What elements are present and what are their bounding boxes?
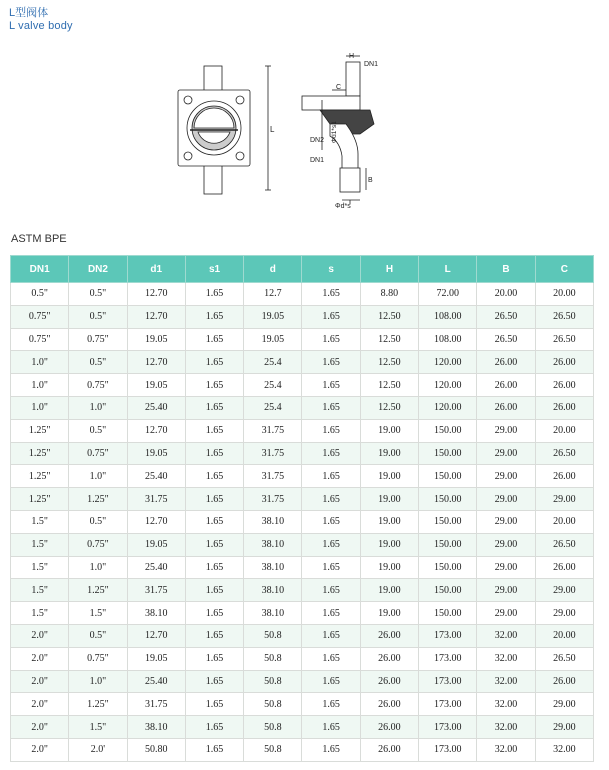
table-cell-d1: 19.05 [127, 647, 185, 670]
table-row [11, 670, 594, 693]
table-cell-l: 150.00 [419, 579, 477, 602]
table-row [11, 328, 594, 351]
table-cell-h: 26.00 [360, 670, 418, 693]
table-cell-l: 108.00 [419, 305, 477, 328]
table-cell-s1: 1.65 [185, 351, 243, 374]
table-cell-l: 150.00 [419, 556, 477, 579]
table-cell-s: 1.65 [302, 738, 360, 761]
table-cell-d1: 31.75 [127, 488, 185, 511]
table-cell-c: 20.00 [535, 283, 593, 306]
table-cell-dn1: 2.0" [11, 716, 69, 739]
table-cell-h: 26.00 [360, 716, 418, 739]
table-cell-c: 26.00 [535, 556, 593, 579]
table-cell-d: 50.8 [244, 716, 302, 739]
table-cell-c: 26.50 [535, 305, 593, 328]
table-cell-dn1: 1.0" [11, 351, 69, 374]
table-cell-l: 173.00 [419, 670, 477, 693]
table-row [11, 602, 594, 625]
table-cell-s1: 1.65 [185, 738, 243, 761]
column-header-l: L [419, 256, 477, 283]
table-cell-c: 26.00 [535, 465, 593, 488]
table-cell-s1: 1.65 [185, 374, 243, 397]
spec-table [10, 255, 594, 762]
table-cell-dn2: 0.5" [69, 419, 127, 442]
table-cell-b: 32.00 [477, 693, 535, 716]
table-cell-d1: 12.70 [127, 419, 185, 442]
table-cell-s1: 1.65 [185, 670, 243, 693]
table-cell-d1: 50.80 [127, 738, 185, 761]
column-header-d: d [244, 256, 302, 283]
table-cell-d: 38.10 [244, 533, 302, 556]
table-cell-l: 173.00 [419, 647, 477, 670]
table-cell-c: 26.50 [535, 328, 593, 351]
table-cell-dn2: 1.5" [69, 716, 127, 739]
table-cell-dn1: 1.0" [11, 396, 69, 419]
table-cell-l: 150.00 [419, 533, 477, 556]
table-cell-b: 26.00 [477, 374, 535, 397]
table-cell-c: 29.00 [535, 693, 593, 716]
table-row [11, 374, 594, 397]
table-cell-b: 29.00 [477, 602, 535, 625]
table-cell-h: 12.50 [360, 374, 418, 397]
table-cell-c: 29.00 [535, 602, 593, 625]
table-cell-h: 19.00 [360, 442, 418, 465]
table-row [11, 624, 594, 647]
table-cell-l: 120.00 [419, 351, 477, 374]
table-cell-s: 1.65 [302, 283, 360, 306]
table-cell-c: 26.50 [535, 442, 593, 465]
table-cell-s: 1.65 [302, 465, 360, 488]
label-l: L [270, 125, 275, 134]
table-cell-dn1: 0.75" [11, 305, 69, 328]
label-d-s: Φd*s [335, 203, 351, 210]
table-cell-b: 32.00 [477, 738, 535, 761]
table-cell-s1: 1.65 [185, 579, 243, 602]
table-cell-dn2: 1.0" [69, 670, 127, 693]
label-dn1-top: DN1 [364, 61, 379, 68]
title-chinese: L型阀体 [9, 7, 49, 19]
table-cell-d: 38.10 [244, 602, 302, 625]
spec-table-body [11, 283, 594, 762]
table-cell-s: 1.65 [302, 374, 360, 397]
standard-label: ASTM BPE [11, 233, 67, 245]
table-cell-dn1: 1.5" [11, 556, 69, 579]
table-cell-d: 12.7 [244, 283, 302, 306]
table-cell-dn2: 2.0' [69, 738, 127, 761]
table-cell-s1: 1.65 [185, 693, 243, 716]
table-cell-l: 108.00 [419, 328, 477, 351]
table-cell-s: 1.65 [302, 510, 360, 533]
table-cell-d: 50.8 [244, 693, 302, 716]
table-cell-h: 19.00 [360, 533, 418, 556]
table-cell-c: 26.50 [535, 647, 593, 670]
table-cell-h: 12.50 [360, 396, 418, 419]
table-cell-s: 1.65 [302, 305, 360, 328]
table-cell-c: 26.00 [535, 351, 593, 374]
table-cell-l: 150.00 [419, 602, 477, 625]
table-row [11, 283, 594, 306]
table-cell-d: 25.4 [244, 396, 302, 419]
table-cell-s: 1.65 [302, 556, 360, 579]
table-row [11, 738, 594, 761]
table-cell-d: 50.8 [244, 670, 302, 693]
table-cell-d1: 19.05 [127, 442, 185, 465]
table-cell-h: 8.80 [360, 283, 418, 306]
table-cell-b: 26.00 [477, 351, 535, 374]
table-cell-b: 29.00 [477, 442, 535, 465]
table-row [11, 647, 594, 670]
table-cell-d: 19.05 [244, 305, 302, 328]
table-cell-dn2: 1.0" [69, 396, 127, 419]
table-cell-dn1: 2.0" [11, 647, 69, 670]
table-cell-l: 173.00 [419, 624, 477, 647]
label-d1-s1: Φd1*s1 [331, 121, 338, 143]
table-cell-dn2: 0.5" [69, 305, 127, 328]
table-cell-dn1: 1.5" [11, 602, 69, 625]
table-cell-d1: 12.70 [127, 624, 185, 647]
table-cell-d1: 38.10 [127, 716, 185, 739]
table-cell-h: 19.00 [360, 602, 418, 625]
section-view [302, 56, 374, 204]
column-header-b: B [477, 256, 535, 283]
label-c: C [336, 84, 342, 91]
label-h: H [349, 53, 355, 60]
table-cell-dn1: 2.0" [11, 670, 69, 693]
table-cell-s1: 1.65 [185, 716, 243, 739]
table-cell-s1: 1.65 [185, 442, 243, 465]
table-cell-h: 26.00 [360, 647, 418, 670]
table-cell-d1: 38.10 [127, 602, 185, 625]
table-cell-c: 29.00 [535, 488, 593, 511]
table-cell-h: 12.50 [360, 328, 418, 351]
table-cell-h: 19.00 [360, 579, 418, 602]
table-cell-s: 1.65 [302, 533, 360, 556]
table-cell-s1: 1.65 [185, 328, 243, 351]
table-cell-h: 12.50 [360, 305, 418, 328]
table-cell-dn1: 2.0" [11, 693, 69, 716]
table-cell-h: 19.00 [360, 510, 418, 533]
table-cell-dn1: 0.75" [11, 328, 69, 351]
table-cell-d: 31.75 [244, 442, 302, 465]
table-cell-d: 50.8 [244, 647, 302, 670]
table-cell-s: 1.65 [302, 579, 360, 602]
table-cell-b: 26.50 [477, 328, 535, 351]
table-row [11, 396, 594, 419]
table-cell-dn2: 1.25" [69, 579, 127, 602]
table-cell-d: 38.10 [244, 556, 302, 579]
table-cell-dn1: 1.25" [11, 465, 69, 488]
table-cell-c: 20.00 [535, 510, 593, 533]
table-cell-d1: 31.75 [127, 579, 185, 602]
table-cell-dn2: 0.75" [69, 533, 127, 556]
table-cell-dn2: 0.5" [69, 510, 127, 533]
table-cell-l: 150.00 [419, 442, 477, 465]
table-cell-s1: 1.65 [185, 396, 243, 419]
table-cell-c: 32.00 [535, 738, 593, 761]
table-cell-d: 38.10 [244, 510, 302, 533]
table-row [11, 442, 594, 465]
table-cell-d1: 25.40 [127, 396, 185, 419]
table-cell-d: 25.4 [244, 374, 302, 397]
table-cell-d1: 12.70 [127, 510, 185, 533]
title-english: L valve body [9, 20, 73, 32]
table-cell-d: 31.75 [244, 419, 302, 442]
table-cell-d1: 31.75 [127, 693, 185, 716]
column-header-h: H [360, 256, 418, 283]
table-cell-d1: 19.05 [127, 374, 185, 397]
table-cell-dn2: 0.5" [69, 351, 127, 374]
table-cell-d1: 12.70 [127, 305, 185, 328]
table-cell-dn1: 1.25" [11, 442, 69, 465]
table-cell-c: 26.50 [535, 533, 593, 556]
table-cell-s: 1.65 [302, 716, 360, 739]
table-cell-b: 29.00 [477, 510, 535, 533]
table-cell-d: 31.75 [244, 488, 302, 511]
table-cell-s1: 1.65 [185, 510, 243, 533]
table-cell-c: 29.00 [535, 716, 593, 739]
table-row [11, 693, 594, 716]
column-header-dn1: DN1 [11, 256, 69, 283]
table-cell-s: 1.65 [302, 602, 360, 625]
table-row [11, 510, 594, 533]
table-cell-c: 20.00 [535, 419, 593, 442]
table-cell-d: 31.75 [244, 465, 302, 488]
table-cell-b: 20.00 [477, 283, 535, 306]
table-cell-b: 26.00 [477, 396, 535, 419]
table-cell-d: 19.05 [244, 328, 302, 351]
table-cell-h: 19.00 [360, 556, 418, 579]
table-cell-d: 25.4 [244, 351, 302, 374]
table-cell-dn1: 2.0" [11, 738, 69, 761]
table-cell-dn1: 2.0" [11, 624, 69, 647]
table-row [11, 716, 594, 739]
table-cell-dn1: 1.5" [11, 579, 69, 602]
table-cell-s: 1.65 [302, 670, 360, 693]
table-cell-dn2: 0.75" [69, 374, 127, 397]
table-cell-s: 1.65 [302, 419, 360, 442]
table-cell-s1: 1.65 [185, 305, 243, 328]
table-cell-d1: 19.05 [127, 328, 185, 351]
table-cell-h: 19.00 [360, 465, 418, 488]
table-cell-b: 29.00 [477, 533, 535, 556]
table-cell-s1: 1.65 [185, 647, 243, 670]
table-row [11, 305, 594, 328]
table-cell-d1: 25.40 [127, 465, 185, 488]
table-cell-b: 29.00 [477, 465, 535, 488]
label-b: B [368, 177, 373, 184]
table-cell-c: 20.00 [535, 624, 593, 647]
table-cell-d1: 25.40 [127, 670, 185, 693]
table-cell-dn1: 1.25" [11, 488, 69, 511]
table-row [11, 533, 594, 556]
table-cell-s1: 1.65 [185, 556, 243, 579]
table-row [11, 351, 594, 374]
table-cell-s: 1.65 [302, 488, 360, 511]
table-cell-l: 150.00 [419, 419, 477, 442]
table-cell-s1: 1.65 [185, 419, 243, 442]
spec-table-header [11, 256, 594, 283]
table-cell-s1: 1.65 [185, 624, 243, 647]
table-cell-dn1: 1.5" [11, 533, 69, 556]
table-cell-dn2: 1.25" [69, 488, 127, 511]
table-cell-c: 29.00 [535, 579, 593, 602]
table-cell-s: 1.65 [302, 442, 360, 465]
header-row [11, 256, 594, 283]
table-cell-h: 19.00 [360, 419, 418, 442]
table-cell-h: 26.00 [360, 624, 418, 647]
table-cell-s: 1.65 [302, 351, 360, 374]
table-cell-dn2: 1.0" [69, 465, 127, 488]
table-cell-dn2: 0.75" [69, 647, 127, 670]
valve-body-drawing [170, 50, 390, 210]
table-row [11, 419, 594, 442]
table-cell-d1: 12.70 [127, 283, 185, 306]
table-cell-s1: 1.65 [185, 465, 243, 488]
table-cell-l: 150.00 [419, 465, 477, 488]
table-cell-d1: 12.70 [127, 351, 185, 374]
label-dn1-bottom: DN1 [310, 157, 325, 164]
table-cell-b: 32.00 [477, 647, 535, 670]
table-cell-dn2: 0.5" [69, 283, 127, 306]
table-cell-s1: 1.65 [185, 283, 243, 306]
table-cell-h: 26.00 [360, 693, 418, 716]
column-header-s1: s1 [185, 256, 243, 283]
table-cell-h: 26.00 [360, 738, 418, 761]
table-cell-dn2: 0.75" [69, 442, 127, 465]
table-cell-s: 1.65 [302, 647, 360, 670]
table-cell-l: 72.00 [419, 283, 477, 306]
table-cell-h: 12.50 [360, 351, 418, 374]
table-cell-d1: 25.40 [127, 556, 185, 579]
table-cell-b: 29.00 [477, 488, 535, 511]
column-header-d1: d1 [127, 256, 185, 283]
table-cell-c: 26.00 [535, 396, 593, 419]
table-cell-l: 173.00 [419, 738, 477, 761]
table-cell-b: 26.50 [477, 305, 535, 328]
table-cell-dn2: 1.5" [69, 602, 127, 625]
table-row [11, 465, 594, 488]
table-cell-h: 19.00 [360, 488, 418, 511]
table-cell-dn2: 1.25" [69, 693, 127, 716]
label-dn2: DN2 [310, 137, 325, 144]
table-cell-s: 1.65 [302, 624, 360, 647]
table-cell-s: 1.65 [302, 396, 360, 419]
column-header-c: C [535, 256, 593, 283]
table-cell-l: 120.00 [419, 374, 477, 397]
table-row [11, 488, 594, 511]
table-cell-d1: 19.05 [127, 533, 185, 556]
table-cell-dn1: 0.5" [11, 283, 69, 306]
table-cell-dn1: 1.0" [11, 374, 69, 397]
table-cell-s1: 1.65 [185, 533, 243, 556]
table-cell-dn2: 0.5" [69, 624, 127, 647]
table-row [11, 579, 594, 602]
table-cell-s: 1.65 [302, 693, 360, 716]
column-header-s: s [302, 256, 360, 283]
column-header-dn2: DN2 [69, 256, 127, 283]
table-cell-d: 50.8 [244, 624, 302, 647]
table-cell-d: 50.8 [244, 738, 302, 761]
table-cell-b: 29.00 [477, 419, 535, 442]
table-cell-dn1: 1.25" [11, 419, 69, 442]
table-cell-l: 173.00 [419, 716, 477, 739]
table-cell-s1: 1.65 [185, 602, 243, 625]
table-row [11, 556, 594, 579]
front-view [178, 66, 271, 194]
table-cell-l: 150.00 [419, 510, 477, 533]
table-cell-l: 173.00 [419, 693, 477, 716]
title-block [9, 7, 73, 33]
table-cell-s: 1.65 [302, 328, 360, 351]
table-cell-s1: 1.65 [185, 488, 243, 511]
table-cell-c: 26.00 [535, 670, 593, 693]
table-cell-b: 32.00 [477, 670, 535, 693]
table-cell-b: 32.00 [477, 624, 535, 647]
table-cell-l: 120.00 [419, 396, 477, 419]
table-cell-b: 29.00 [477, 579, 535, 602]
table-cell-dn2: 0.75" [69, 328, 127, 351]
table-cell-b: 29.00 [477, 556, 535, 579]
table-cell-dn1: 1.5" [11, 510, 69, 533]
table-cell-dn2: 1.0" [69, 556, 127, 579]
table-cell-c: 26.00 [535, 374, 593, 397]
table-cell-d: 38.10 [244, 579, 302, 602]
table-cell-l: 150.00 [419, 488, 477, 511]
table-cell-b: 32.00 [477, 716, 535, 739]
